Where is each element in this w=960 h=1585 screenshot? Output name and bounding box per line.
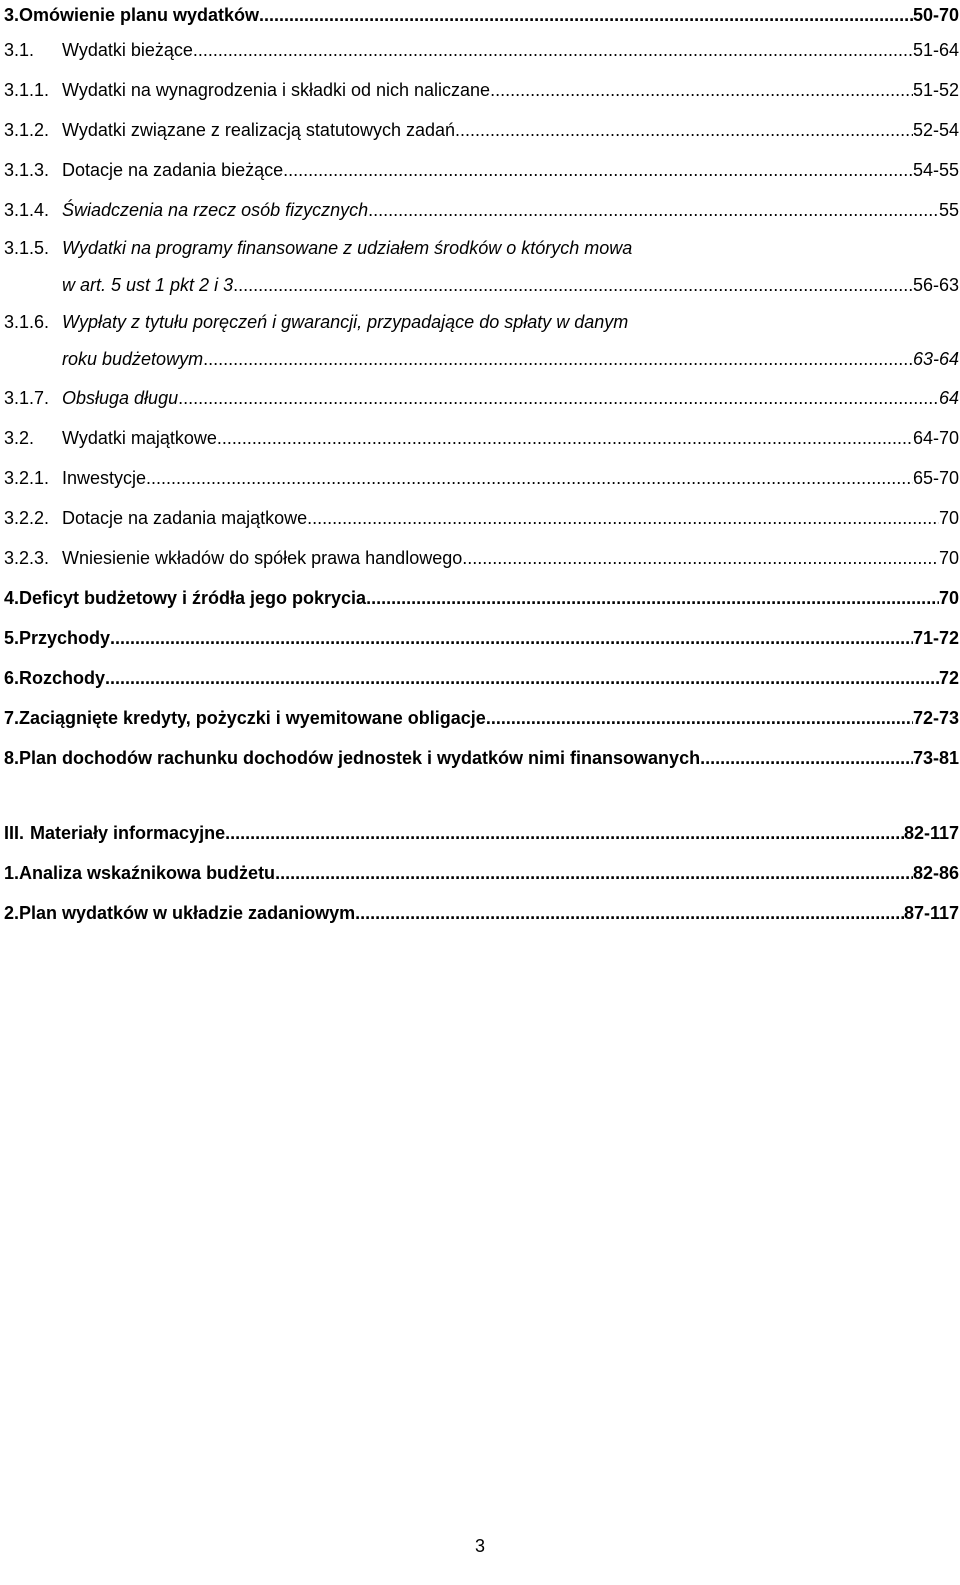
toc-page-range: 54-55 — [912, 160, 959, 180]
toc-leader-dots — [307, 498, 939, 538]
toc-leader-dots — [233, 267, 913, 304]
toc-page-range: 71-72 — [912, 628, 959, 648]
toc-number: 3.2.3. — [4, 548, 50, 568]
table-of-contents — [4, 0, 959, 933]
toc-number: 8. — [4, 748, 20, 768]
toc-title: Wydatki związane z realizacją statutowych zadań — [62, 120, 456, 140]
toc-leader-dots — [700, 738, 913, 778]
toc-number: 3. — [4, 5, 20, 25]
toc-number: III. — [4, 823, 25, 843]
toc-entry-3-1-3[interactable] — [4, 150, 959, 190]
toc-entry-3-1-2[interactable] — [4, 110, 959, 150]
toc-page-range: 87-117 — [903, 903, 959, 923]
toc-title: Plan dochodów rachunku dochodów jednostek i wydatków nimi finansowanych — [19, 748, 701, 768]
toc-page-range: 70 — [938, 508, 959, 528]
toc-number: 5. — [4, 628, 20, 648]
toc-title: Dotacje na zadania majątkowe — [62, 508, 308, 528]
toc-page-range: 50-70 — [912, 5, 959, 25]
toc-leader-dots — [203, 341, 913, 378]
toc-leader-dots — [259, 0, 913, 30]
toc-number: 3.1.3. — [4, 160, 50, 180]
toc-title: Inwestycje — [62, 468, 147, 488]
toc-title: Wniesienie wkładów do spółek prawa handlowego — [62, 548, 463, 568]
toc-page-range: 63-64 — [912, 349, 959, 369]
toc-entry-3-2[interactable] — [4, 418, 959, 458]
toc-entry-3-2-3[interactable] — [4, 538, 959, 578]
toc-title: Wydatki majątkowe — [62, 428, 217, 448]
toc-leader-dots — [110, 618, 913, 658]
toc-number: 7. — [4, 708, 20, 728]
toc-entry-III-1[interactable] — [4, 853, 959, 893]
section-spacer — [4, 778, 959, 813]
toc-page-range: 73-81 — [912, 748, 959, 768]
toc-entry-III[interactable] — [4, 813, 959, 853]
toc-number: 3.2. — [4, 428, 35, 448]
toc-title-continuation: roku budżetowym — [62, 349, 204, 369]
toc-number: 3.1.1. — [4, 80, 50, 100]
toc-number: 3.1.7. — [4, 388, 50, 408]
toc-title: Obsługa długu — [62, 388, 179, 408]
toc-number: 3.2.2. — [4, 508, 50, 528]
toc-page-range: 82-117 — [903, 823, 959, 843]
toc-page-range: 72-73 — [912, 708, 959, 728]
toc-entry-3-1-5[interactable] — [4, 230, 959, 304]
toc-title: Plan wydatków w układzie zadaniowym — [19, 903, 356, 923]
toc-title: Analiza wskaźnikowa budżetu — [19, 863, 276, 883]
toc-leader-dots — [217, 418, 913, 458]
toc-leader-dots — [355, 893, 904, 933]
toc-entry-3-1[interactable] — [4, 30, 959, 70]
toc-entry-7[interactable] — [4, 698, 959, 738]
toc-entry-3-1-6[interactable] — [4, 304, 959, 378]
toc-entry-3-2-1[interactable] — [4, 458, 959, 498]
toc-entry-8[interactable] — [4, 738, 959, 778]
toc-leader-dots — [193, 30, 913, 70]
toc-title: Dotacje na zadania bieżące — [62, 160, 284, 180]
toc-number: 2. — [4, 903, 20, 923]
toc-entry-6[interactable] — [4, 658, 959, 698]
toc-page-range: 70 — [938, 548, 959, 568]
toc-leader-dots — [146, 458, 913, 498]
toc-entry-III-2[interactable] — [4, 893, 959, 933]
toc-title: Wydatki na programy finansowane z udziałem środków o których mowa — [62, 238, 633, 258]
toc-number: 3.1.6. — [4, 312, 50, 332]
toc-page-range: 72 — [938, 668, 959, 688]
toc-entry-3[interactable] — [4, 0, 959, 30]
toc-page-range: 64 — [938, 388, 959, 408]
toc-number: 1. — [4, 863, 20, 883]
toc-title: Świadczenia na rzecz osób fizycznych — [62, 200, 369, 220]
toc-leader-dots — [366, 578, 939, 618]
toc-title: Wydatki bieżące — [62, 40, 193, 60]
toc-title: Przychody — [19, 628, 111, 648]
toc-title: Zaciągnięte kredyty, pożyczki i wyemitowane obligacje — [19, 708, 486, 728]
toc-page-range: 70 — [938, 588, 959, 608]
toc-entry-3-1-1[interactable] — [4, 70, 959, 110]
toc-entry-5[interactable] — [4, 618, 959, 658]
toc-title: Wydatki na wynagrodzenia i składki od nich naliczane — [62, 80, 491, 100]
toc-page-range: 82-86 — [912, 863, 959, 883]
toc-page-range: 52-54 — [912, 120, 959, 140]
toc-page-range: 65-70 — [912, 468, 959, 488]
toc-number: 3.2.1. — [4, 468, 50, 488]
toc-entry-3-2-2[interactable] — [4, 498, 959, 538]
toc-number: 3.1.5. — [4, 238, 50, 258]
toc-leader-dots — [368, 190, 939, 230]
toc-title-continuation: w art. 5 ust 1 pkt 2 i 3 — [62, 275, 234, 295]
toc-page-range: 64-70 — [912, 428, 959, 448]
toc-number: 6. — [4, 668, 20, 688]
toc-page-range: 56-63 — [912, 275, 959, 295]
toc-number: 3.1. — [4, 40, 35, 60]
toc-leader-dots — [486, 698, 913, 738]
toc-title: Omówienie planu wydatków — [19, 5, 260, 25]
toc-title: Deficyt budżetowy i źródła jego pokrycia — [19, 588, 367, 608]
toc-number: 3.1.4. — [4, 200, 50, 220]
toc-leader-dots — [455, 110, 913, 150]
toc-leader-dots — [462, 538, 939, 578]
toc-title: Materiały informacyjne — [30, 823, 226, 843]
toc-entry-4[interactable] — [4, 578, 959, 618]
page-number: 3 — [474, 1536, 485, 1556]
toc-leader-dots — [283, 150, 913, 190]
toc-leader-dots — [105, 658, 939, 698]
toc-number: 4. — [4, 588, 20, 608]
toc-leader-dots — [178, 378, 939, 418]
toc-leader-dots — [275, 853, 913, 893]
toc-title: Wypłaty z tytułu poręczeń i gwarancji, przypadające do spłaty w danym — [62, 312, 629, 332]
toc-number: 3.1.2. — [4, 120, 50, 140]
toc-entry-3-1-4[interactable] — [4, 190, 959, 230]
toc-title: Rozchody — [19, 668, 106, 688]
toc-leader-dots — [225, 813, 904, 853]
toc-leader-dots — [490, 70, 913, 110]
toc-page-range: 51-52 — [912, 80, 959, 100]
toc-entry-3-1-7[interactable] — [4, 378, 959, 418]
toc-page-range: 55 — [938, 200, 959, 220]
toc-page-range: 51-64 — [912, 40, 959, 60]
